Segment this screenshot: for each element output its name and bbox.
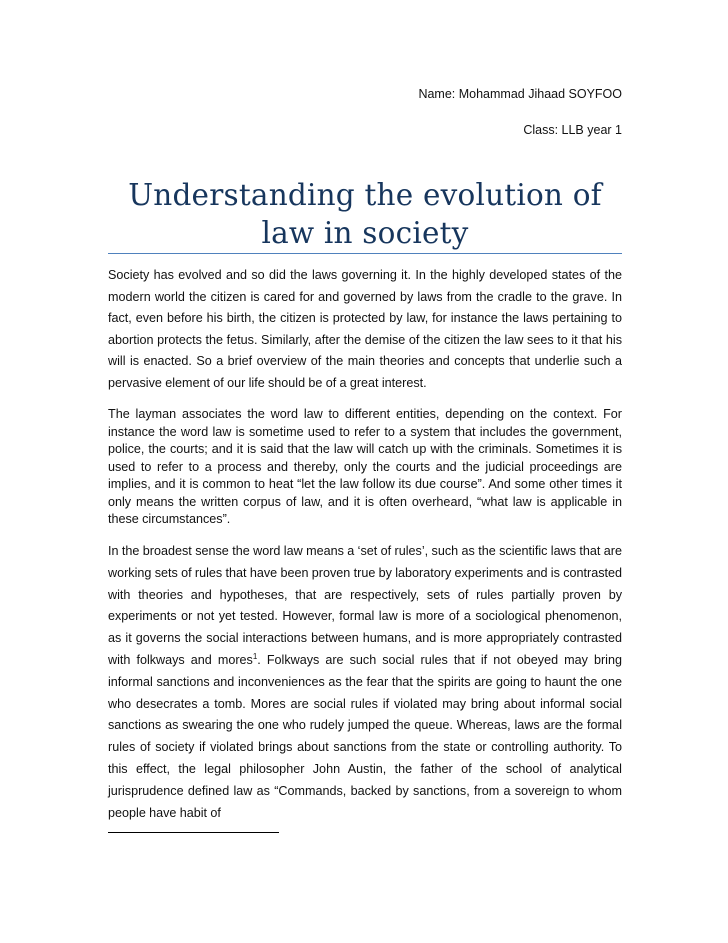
paragraph-layman: The layman associates the word law to different entities, depending on the context. For instance the word law is sometime used to refer to a system that includes the government, police, the courts; and it is said that the law will catch up with the criminals. Sometimes it is used to refer to a process and thereby, only the courts and the judicial proceedings are implies, and it is common to heat “let the law follow its due course”. And some other times it only means the written corpus of law, and it is often overheard, “what law is applicable in these circumstances”.: [108, 407, 622, 526]
author-name-line: Name: Mohammad Jihaad SOYFOO: [418, 87, 622, 101]
title-underline: [108, 253, 622, 254]
paragraph-text-end: . Folkways are such social rules that if not obeyed may bring informal sanctions and inconveniences as the fear that the spirits are going to haunt the one who desecrates a tomb. Mores are social rules if violated may bring about informal social sanctions as swearing the one who rudely jumped the queue. Whereas, laws are the formal rules of society if violated brings about sanctions from the state or controlling authority. To this effect, the legal philosopher John Austin, the father of the school of analytical jurisprudence defined law as “Commands, backed by sanctions, from a sovereign to whom people have habit of: [108, 652, 622, 820]
class-line: Class: LLB year 1: [523, 123, 622, 137]
footnote-separator: [108, 832, 279, 833]
document-title: Understanding the evolution of law in society: [128, 178, 602, 250]
footnote-reference[interactable]: 1: [252, 651, 258, 661]
paragraph-text-start: In the broadest sense the word law means a ‘set of rules’, such as the scientific laws that are working sets of rules that have been proven true by laboratory experiments and is contrasted with theories and hypotheses, that are respectively, sets of rules partially proven by experiments or not yet tested. However, formal law is more of a sociological phenomenon, as it governs the social interactions between humans, and is more appropriately contrasted with folkways and mores: [108, 544, 622, 667]
paragraph-intro: Society has evolved and so did the laws governing it. In the highly developed states of the modern world the citizen is cared for and governed by laws from the cradle to the grave. In fact, even before his birth, the citizen is protected by law, for instance the laws pertaining to abortion protects the fetus. Similarly, after the demise of the citizen the law sees to it that his will is enacted. So a brief overview of the main theories and concepts that underlie such a pervasive element of our life should be of a great interest.: [108, 268, 622, 390]
paragraph-broadest-sense: [108, 541, 622, 824]
